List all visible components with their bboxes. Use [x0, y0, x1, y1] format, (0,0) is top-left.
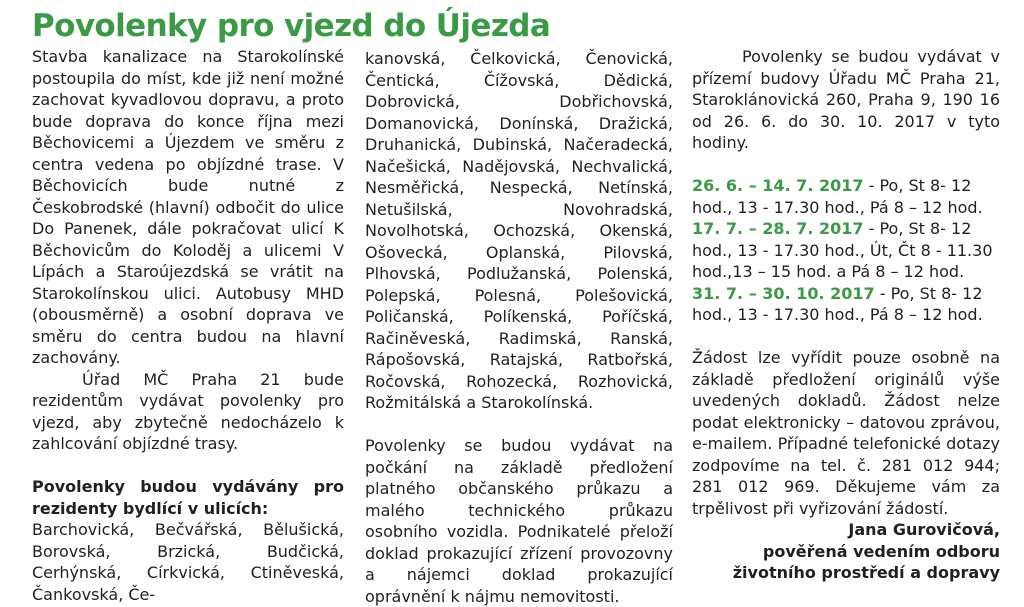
paragraph-gap	[692, 154, 1000, 176]
streets-list-start: Barchovická, Bečvářská, Bělušická, Borovská, Brzická, Budčická, Cerhýnská, Církvická, Ctiněveská, Čankovská, Če-	[32, 520, 344, 604]
schedule-dates: 26. 6. – 14. 7. 2017	[692, 176, 864, 195]
schedule-item	[692, 218, 1000, 283]
column-1	[32, 46, 344, 605]
schedule-hours: - Po, St 8- 12 hod., 13 - 17.30 hod., Út, Čt 8 - 11.30 hod.,13 – 15 hod. a Pá 8 – 12 hod.	[692, 219, 993, 281]
column-3	[692, 46, 1000, 584]
signature-name: Jana Gurovičová,	[848, 520, 1000, 539]
signature-department: životního prostředí a dopravy	[732, 563, 1000, 582]
paragraph-gap	[365, 414, 673, 436]
streets-list-continued: kanovská, Čelkovická, Čenovická, Čentická, Čížovská, Dědická, Dobrovická, Dobřichovská, Domanovická, Donínská, Dražická, Druhanická, Dubinská, Načeradecká, Načešická, Nadějovská, Nechvalická, Nesměřická, Nespecká, Netínská, Netušilská, Novohradská, Novolhotská, Ochozská, Okenská, Ošovecká, Oplanská, Pilovská, Plhovská, Podlužanská, Polenská, Polepská, Polesná, Polešovická, Poličanská, Políkenská, Poříčská, Račiněveská, Radimská, Ranská, Rápošovská, Ratajská, Ratbořská, Ročovská, Rohozecká, Rozhovická, Rožmitálská a Starokolínská.	[365, 49, 673, 412]
documents-paragraph: Povolenky se budou vydávat na počkání na základě předložení platného občanského průkazu a malého technického průkazu osobního vozidla. Podnikatelé přeloží doklad prokazující zřízení provozovny a nájemci doklad prokazující oprávnění k nájmu nemovitosti.	[365, 436, 673, 606]
schedule-dates: 31. 7. – 30. 10. 2017	[692, 283, 875, 303]
streets-heading: Povolenky budou vydávány pro rezidenty bydlící v ulicích:	[32, 477, 344, 518]
schedule-hours: - Po, St 8- 12 hod., 13 - 17.30 hod., Pá 8 – 12 hod.	[692, 176, 983, 217]
request-paragraph: Žádost lze vyřídit pouze osobně na základě předložení originálů výše uvedených dokladů. Žádost nelze podat elektronicky – datovou zprávou, e-mailem. Případné telefonické dotazy zodpovíme na tel. č. 281 012 944; 281 012 969. Děkujeme vám za trpělivost při vyřizování žádostí.	[692, 348, 1000, 518]
resident-permit-paragraph: Úřad MČ Praha 21 bude rezidentům vydávat povolenky pro vjezd, aby zbytečně nedocházelo k zahlcování objízdné trasy.	[32, 369, 344, 453]
schedule-hours: - Po, St 8- 12 hod., 13 - 17.30 hod., Pá 8 – 12 hod.	[692, 283, 983, 324]
paragraph-gap	[32, 455, 344, 477]
schedule-item	[692, 175, 1000, 218]
office-paragraph: Povolenky se budou vydávat v přízemí budovy Úřadu MČ Praha 21, Staroklánovická 260, Praha 9, 190 16 od 26. 6. do 30. 10. 2017 v tyto hodiny.	[692, 47, 1000, 152]
article-title: Povolenky pro vjezd do Újezda	[32, 8, 551, 44]
schedule-dates: 17. 7. – 28. 7. 2017	[692, 219, 864, 238]
intro-paragraph: Stavba kanalizace na Starokolínské postoupila do míst, kde již není možné zachovat kyvadlovou dopravu, a proto bude doprava do konce října mezi Běchovicemi a Újezdem ve směru z centra vedena po objízdné trase. V Běchovicích bude nutné z Českobrodské (hlavní) odbočit do ulice Do Panenek, dále pokračovat ulicí K Běchovicům do Koloděj a ulicemi V Lípách a Staroújezdská se vrátit na Starokolínskou ulici. Autobusy MHD (obousměrně) a osobní doprava ve směru do centra budou na hlavní zachovány.	[32, 47, 344, 367]
signature-role: pověřená vedením odboru	[762, 541, 1000, 561]
column-2	[365, 48, 673, 607]
paragraph-gap	[692, 326, 1000, 348]
schedule-item	[692, 283, 1000, 326]
